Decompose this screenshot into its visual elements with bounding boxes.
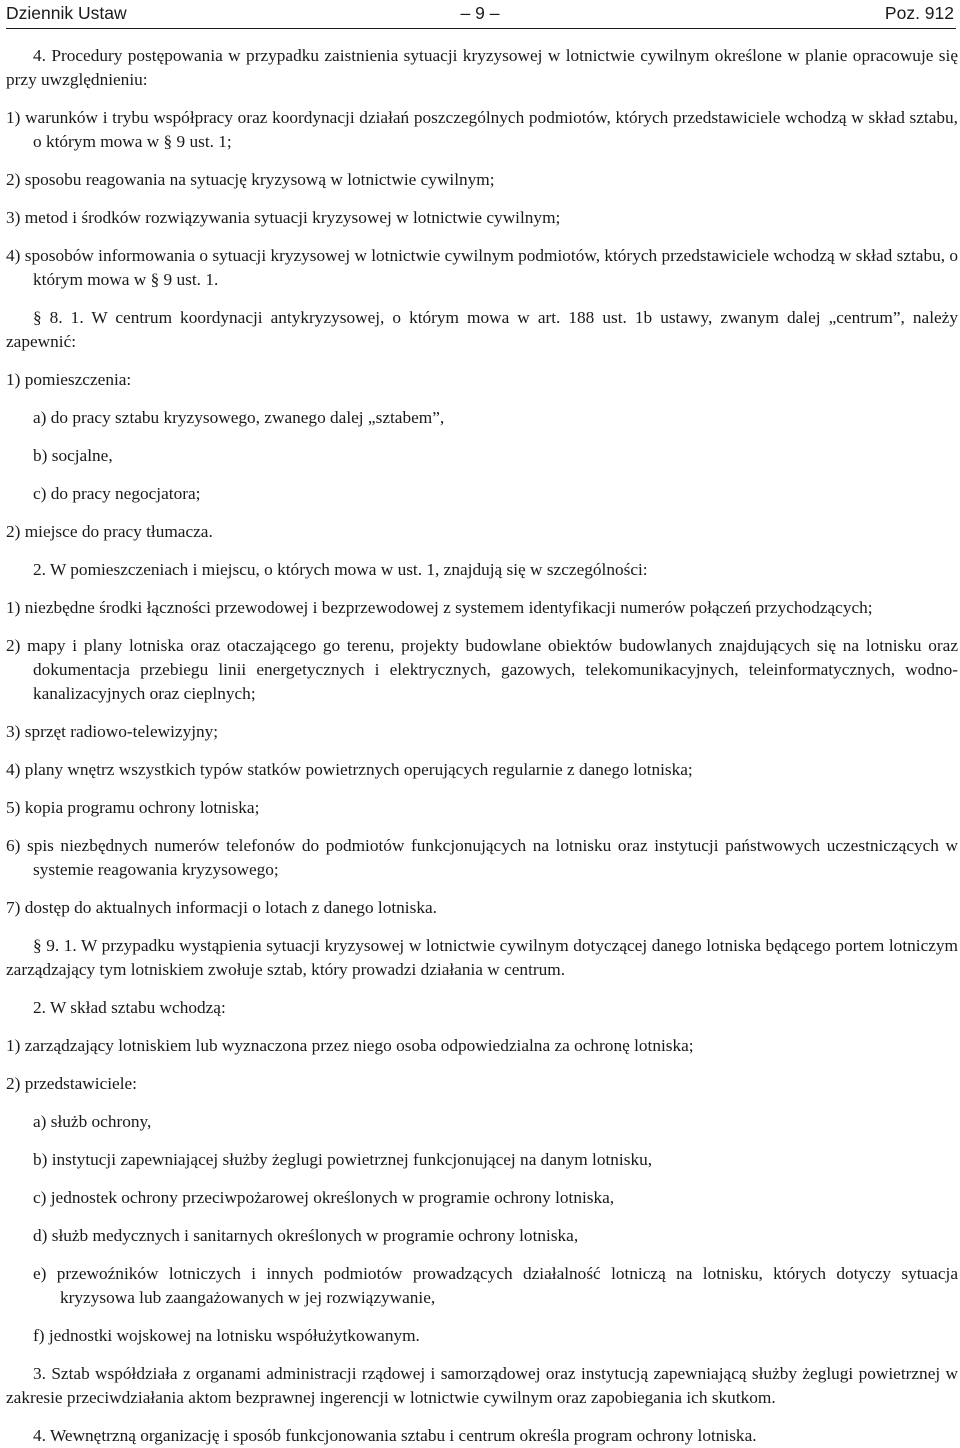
paragraph: 4. Wewnętrzną organizację i sposób funkcjonowania sztabu i centrum określa program ochrony lotniska. bbox=[33, 1426, 757, 1445]
sub-list-item: e) przewoźników lotniczych i innych podmiotów prowadzących działalność lotniczą na lotnisku, których dotyczy sytuacja kryzysowa lub zaangażowanych w jej rozwiązywanie, bbox=[33, 1264, 958, 1307]
list-item: 5) kopia programu ochrony lotniska; bbox=[6, 798, 260, 817]
list-item: 2) przedstawiciele: bbox=[6, 1074, 137, 1093]
sub-list-item: f) jednostki wojskowej na lotnisku współużytkowanym. bbox=[33, 1326, 420, 1345]
sub-list-item: b) socjalne, bbox=[33, 446, 113, 465]
list-item: 2) sposobu reagowania na sytuację kryzysową w lotnictwie cywilnym; bbox=[6, 170, 495, 189]
document-body bbox=[6, 44, 958, 1448]
list-item: 2) miejsce do pracy tłumacza. bbox=[6, 522, 213, 541]
sub-list-item: d) służb medycznych i sanitarnych określonych w programie ochrony lotniska, bbox=[33, 1226, 579, 1245]
sub-list-item: c) do pracy negocjatora; bbox=[33, 484, 201, 503]
list-item: 4) plany wnętrz wszystkich typów statków powietrznych operujących regularnie z danego lotniska; bbox=[6, 760, 693, 779]
list-item: 1) pomieszczenia: bbox=[6, 370, 132, 389]
paragraph: 3. Sztab współdziała z organami administracji rządowej i samorządowej oraz instytucją zapewniającą służby żeglugi powietrznej w zakresie przeciwdziałania aktom bezprawnej ingerencji w lotnictwie cywilnym oraz zapobiegania ich skutkom. bbox=[6, 1364, 958, 1407]
page-header bbox=[0, 0, 960, 26]
list-item: 1) niezbędne środki łączności przewodowej i bezprzewodowej z systemem identyfikacji numerów połączeń przychodzących; bbox=[6, 598, 873, 617]
paragraph: 4. Procedury postępowania w przypadku zaistnienia sytuacji kryzysowej w lotnictwie cywilnym określone w planie opracowuje się przy uwzględnieniu: bbox=[6, 46, 958, 89]
sub-list-item: b) instytucji zapewniającej służby żeglugi powietrznej funkcjonującej na danym lotnisku, bbox=[33, 1150, 653, 1169]
section-paragraph: § 9. 1. W przypadku wystąpienia sytuacji kryzysowej w lotnictwie cywilnym dotyczącej danego lotniska będącego portem lotniczym zarządzający tym lotniskiem zwołuje sztab, który prowadzi działania w centrum. bbox=[6, 936, 958, 979]
list-item: 1) warunków i trybu współpracy oraz koordynacji działań poszczególnych podmiotów, których przedstawiciele wchodzą w skład sztabu, o którym mowa w § 9 ust. 1; bbox=[6, 108, 958, 151]
list-item: 2) mapy i plany lotniska oraz otaczającego go terenu, projekty budowlane obiektów budowlanych znajdujących się na lotnisku oraz dokumentacja przebiegu linii energetycznych i elektrycznych, gazowych, telekomunikacyjnych, teleinformatycznych, wodno-kanalizacyjnych oraz cieplnych; bbox=[6, 636, 958, 703]
journal-title: Dziennik Ustaw bbox=[6, 3, 127, 23]
header-rule bbox=[6, 28, 956, 29]
list-item: 1) zarządzający lotniskiem lub wyznaczona przez niego osoba odpowiedzialna za ochronę lotniska; bbox=[6, 1036, 694, 1055]
sub-list-item: a) do pracy sztabu kryzysowego, zwanego dalej „sztabem”, bbox=[33, 408, 445, 427]
list-item: 6) spis niezbędnych numerów telefonów do podmiotów funkcjonujących na lotnisku oraz instytucji państwowych uczestniczących w systemie reagowania kryzysowego; bbox=[6, 836, 958, 879]
position-number: Poz. 912 bbox=[884, 3, 954, 23]
list-item: 3) metod i środków rozwiązywania sytuacji kryzysowej w lotnictwie cywilnym; bbox=[6, 208, 561, 227]
page-number: – 9 – bbox=[460, 3, 500, 23]
sub-list-item: c) jednostek ochrony przeciwpożarowej określonych w programie ochrony lotniska, bbox=[33, 1188, 615, 1207]
section-paragraph: § 8. 1. W centrum koordynacji antykryzysowej, o którym mowa w art. 188 ust. 1b ustawy, zwanym dalej „centrum”, należy zapewnić: bbox=[6, 308, 958, 351]
list-item: 3) sprzęt radiowo-telewizyjny; bbox=[6, 722, 219, 741]
paragraph: 2. W pomieszczeniach i miejscu, o których mowa w ust. 1, znajdują się w szczególności: bbox=[33, 560, 648, 579]
sub-list-item: a) służb ochrony, bbox=[33, 1112, 152, 1131]
paragraph: 2. W skład sztabu wchodzą: bbox=[33, 998, 226, 1017]
list-item: 4) sposobów informowania o sytuacji kryzysowej w lotnictwie cywilnym podmiotów, których przedstawiciele wchodzą w skład sztabu, o którym mowa w § 9 ust. 1. bbox=[6, 246, 959, 289]
list-item: 7) dostęp do aktualnych informacji o lotach z danego lotniska. bbox=[6, 898, 437, 917]
